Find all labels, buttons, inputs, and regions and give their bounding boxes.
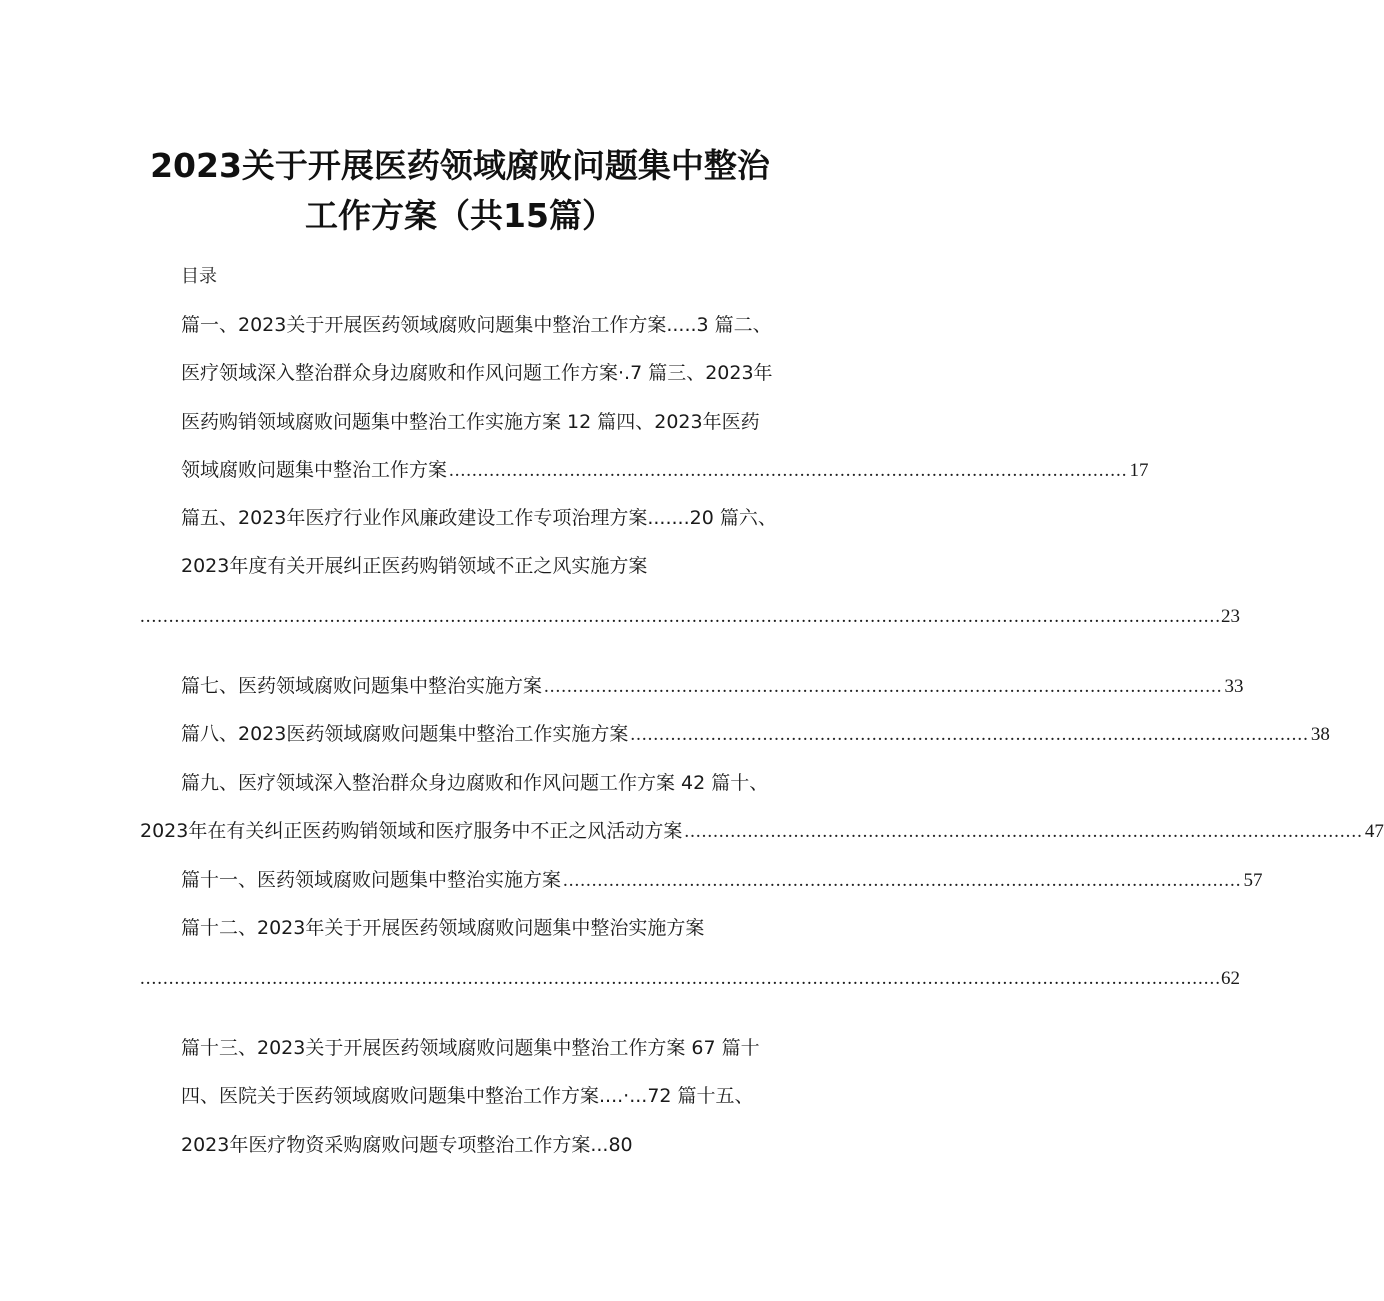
toc-entry bbox=[140, 819, 1384, 843]
toc-leader-dots: ...................................................................................................................... bbox=[563, 870, 1242, 891]
toc-line: 2023年医疗物资采购腐败问题专项整治工作方案...80 bbox=[181, 1134, 633, 1156]
toc-entry-page: 23 bbox=[1221, 606, 1240, 627]
toc-line: 篇五、2023年医疗行业作风廉政建设工作专项治理方案.......20 篇六、 bbox=[181, 507, 777, 529]
toc-entry bbox=[181, 868, 1263, 892]
toc-entry-page: 62 bbox=[1221, 968, 1240, 989]
toc-entry-text: 篇十一、医药领域腐败问题集中整治实施方案 bbox=[181, 869, 562, 891]
toc-entry bbox=[181, 722, 1330, 746]
toc-entry-page: 17 bbox=[1129, 460, 1149, 481]
toc-entry-page: 33 bbox=[1224, 676, 1244, 697]
toc-line: 四、医院关于医药领域腐败问题集中整治工作方案....·...72 篇十五、 bbox=[181, 1085, 754, 1107]
toc-heading: 目录 bbox=[181, 266, 217, 287]
toc-entry-text: 领域腐败问题集中整治工作方案 bbox=[181, 459, 448, 481]
toc-entry bbox=[140, 605, 1240, 629]
toc-entry bbox=[181, 458, 1149, 482]
toc-line: 篇十三、2023关于开展医药领域腐败问题集中整治工作方案 67 篇十 bbox=[181, 1037, 760, 1059]
toc-leader-dots: ...................................................................................................................... bbox=[630, 724, 1309, 745]
toc-entry-text: 篇七、医药领域腐败问题集中整治实施方案 bbox=[181, 675, 543, 697]
toc-leader-dots: ............................................................................................................................................................................................ bbox=[140, 968, 1221, 989]
toc-line: 篇一、2023关于开展医药领域腐败问题集中整治工作方案.....3 篇二、 bbox=[181, 314, 772, 336]
document-title-line-2: 工作方案（共15篇） bbox=[305, 196, 615, 235]
toc-entry-page: 57 bbox=[1243, 870, 1263, 891]
toc-leader-dots: ...................................................................................................................... bbox=[684, 821, 1363, 842]
toc-leader-dots: ...................................................................................................................... bbox=[544, 676, 1223, 697]
toc-line: 医疗领域深入整治群众身边腐败和作风问题工作方案·.7 篇三、2023年 bbox=[181, 362, 773, 384]
toc-line: 篇九、医疗领域深入整治群众身边腐败和作风问题工作方案 42 篇十、 bbox=[181, 772, 769, 794]
toc-line: 篇十二、2023年关于开展医药领域腐败问题集中整治实施方案 bbox=[181, 917, 705, 939]
toc-leader-dots: ...................................................................................................................... bbox=[449, 460, 1128, 481]
toc-entry-page: 38 bbox=[1310, 724, 1330, 745]
toc-line: 2023年度有关开展纠正医药购销领域不正之风实施方案 bbox=[181, 555, 648, 577]
toc-entry bbox=[140, 967, 1240, 991]
toc-entry-text: 篇八、2023医药领域腐败问题集中整治工作实施方案 bbox=[181, 723, 629, 745]
toc-entry bbox=[181, 674, 1244, 698]
document-title-line-1: 2023关于开展医药领域腐败问题集中整治 bbox=[150, 146, 770, 185]
toc-entry-page: 47 bbox=[1364, 821, 1384, 842]
toc-line: 医药购销领域腐败问题集中整治工作实施方案 12 篇四、2023年医药 bbox=[181, 411, 760, 433]
toc-entry-text: 2023年在有关纠正医药购销领域和医疗服务中不正之风活动方案 bbox=[140, 820, 683, 842]
toc-leader-dots: ............................................................................................................................................................................................ bbox=[140, 606, 1221, 627]
